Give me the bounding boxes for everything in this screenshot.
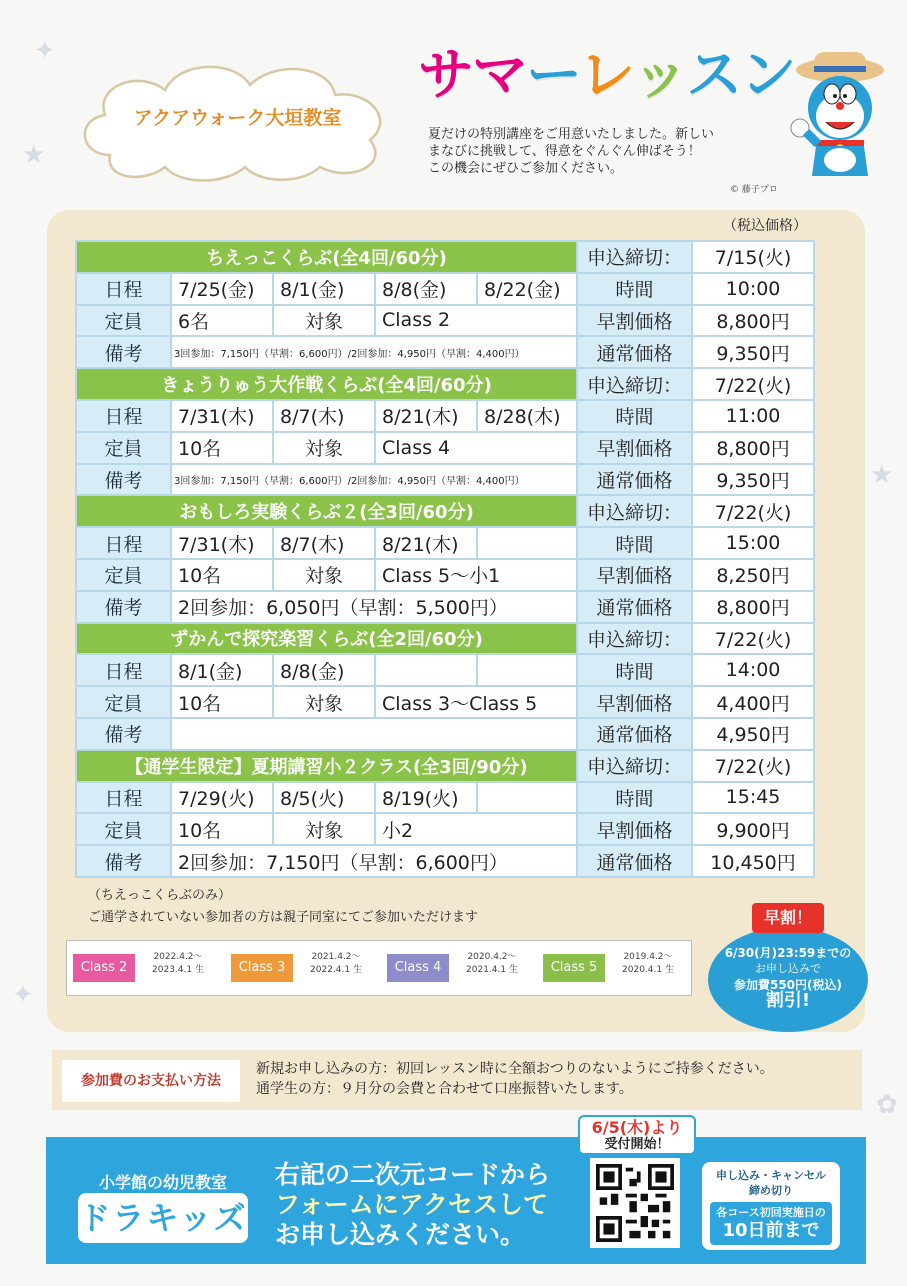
early-bird-badge (708, 927, 868, 1032)
regular-price-value: 9,350円 (692, 464, 814, 496)
early-price-value: 8,800円 (692, 305, 814, 337)
course-name: ずかんで探究楽習くらぶ(全2回/60分) (76, 623, 577, 655)
session-date: 8/5(火) (273, 782, 375, 814)
capacity-label: 定員 (76, 559, 171, 591)
deadline-value: 7/22(火) (692, 623, 814, 655)
target-value: Class 4 (375, 432, 577, 464)
deadline-line: 各コース初回実施日の (716, 1206, 826, 1219)
schedule-label: 日程 (76, 527, 171, 559)
school-name-cloud (70, 55, 405, 185)
deadline-label: 申込締切： (577, 623, 692, 655)
payment-line: 通学生の方：９月分の会費と合わせて口座振替いたします。 (256, 1081, 633, 1097)
session-date: 7/31(木) (171, 527, 273, 559)
reception-date: 6/5(木)より (591, 1118, 683, 1137)
payment-label: 参加費のお支払い方法 (62, 1060, 240, 1102)
class-range: 2022.4.2～ 2023.4.1 生 (152, 952, 204, 975)
course-header-row (76, 750, 814, 782)
class-range: 2020.4.2～ 2021.4.1 生 (466, 952, 518, 975)
schedule-label: 日程 (76, 273, 171, 305)
capacity-label: 定員 (76, 813, 171, 845)
qr-code-icon[interactable] (590, 1158, 680, 1248)
regular-price-value: 10,450円 (692, 845, 814, 877)
schedule-row (76, 400, 814, 432)
regular-price-label: 通常価格 (577, 336, 692, 368)
time-value: 11:00 (692, 400, 814, 432)
schedule-label: 日程 (76, 400, 171, 432)
title-char: ッ (632, 43, 687, 108)
deadline-label: 申込締切： (577, 495, 692, 527)
reception-start (578, 1115, 696, 1155)
regular-price-value: 9,350円 (692, 336, 814, 368)
class-tag-2: Class 2 (73, 954, 135, 982)
course-name: ちえっこくらぶ(全4回/60分) (76, 241, 577, 273)
session-date: 7/31(木) (171, 400, 273, 432)
session-date: 8/8(金) (273, 654, 375, 686)
course-name: 【通学生限定】夏期講習小２クラス(全3回/90分) (76, 750, 577, 782)
dorakids-logo: ドラキッズ (78, 1193, 248, 1243)
session-date: 7/29(火) (171, 782, 273, 814)
cta-line: 右記の二次元コードから (275, 1160, 551, 1189)
session-date: 8/1(金) (171, 654, 273, 686)
course-header-row (76, 241, 814, 273)
remarks-label: 備考 (76, 336, 171, 368)
regular-price-label: 通常価格 (577, 464, 692, 496)
remarks-label: 備考 (76, 464, 171, 496)
footnote: ご通学されていない参加者の方は親子同室にてご参加いただけます (88, 910, 479, 925)
time-value: 14:00 (692, 654, 814, 686)
schedule-row (76, 527, 814, 559)
reception-label: 受付開始！ (604, 1137, 670, 1152)
time-label: 時間 (577, 527, 692, 559)
cta-line: フォームにアクセスして (275, 1190, 549, 1219)
class-tag-4: Class 4 (387, 954, 449, 982)
star-decoration-icon: ★ (870, 460, 894, 490)
capacity-row (76, 559, 814, 591)
early-price-value: 9,900円 (692, 813, 814, 845)
target-label: 対象 (273, 813, 375, 845)
deadline-value: 7/22(火) (692, 750, 814, 782)
deadline-body (710, 1202, 832, 1245)
intro-line: 夏だけの特別講座をご用意いたしました。新しい (428, 127, 715, 142)
schedule-label: 日程 (76, 654, 171, 686)
session-date: 8/1(金) (273, 273, 375, 305)
time-value: 15:00 (692, 527, 814, 559)
capacity-value: 10名 (171, 686, 273, 718)
cta-line: お申し込みください。 (275, 1220, 526, 1249)
course-schedule-table (75, 240, 815, 878)
early-price-label: 早割価格 (577, 432, 692, 464)
session-date: 8/8(金) (375, 273, 477, 305)
session-date (477, 782, 577, 814)
page-title (418, 43, 795, 108)
capacity-value: 10名 (171, 559, 273, 591)
title-char: ス (686, 43, 741, 108)
session-date: 8/21(木) (375, 527, 477, 559)
session-date: 7/25(金) (171, 273, 273, 305)
early-price-value: 8,800円 (692, 432, 814, 464)
remarks-value: 2回参加：7,150円（早割：6,600円） (171, 845, 577, 877)
early-bird-line: 割引! (765, 990, 811, 1011)
deadline-label: 申込締切： (577, 750, 692, 782)
early-price-value: 4,400円 (692, 686, 814, 718)
cta-text (275, 1160, 550, 1250)
deadline-title: 締め切り (749, 1184, 793, 1197)
course-header-row (76, 495, 814, 527)
target-label: 対象 (273, 686, 375, 718)
class-tag-5: Class 5 (543, 954, 605, 982)
payment-line: 新規お申し込みの方：初回レッスン時に全額おつりのないようにご持参ください。 (256, 1061, 774, 1077)
remarks-value: 3回参加：7,150円（早割：6,600円）/2回参加：4,950円（早割：4,400円） (171, 464, 577, 496)
session-date: 8/28(木) (477, 400, 577, 432)
capacity-row (76, 305, 814, 337)
regular-price-label: 通常価格 (577, 845, 692, 877)
application-deadline-box (702, 1162, 840, 1250)
intro-line: まなびに挑戦して、得意をぐんぐん伸ばそう！ (428, 144, 701, 159)
early-bird-line: 参加費550円(税込) (733, 978, 843, 992)
session-date: 8/21(木) (375, 400, 477, 432)
regular-price-label: 通常価格 (577, 718, 692, 750)
doraemon-illustration (782, 48, 892, 188)
course-header-row (76, 368, 814, 400)
course-header-row (76, 623, 814, 655)
early-bird-line: お申し込みで (755, 962, 821, 975)
star-decoration-icon: ✿ (876, 1090, 898, 1120)
title-char: ー (526, 43, 579, 108)
target-value: Class 3～Class 5 (375, 686, 577, 718)
payment-text (256, 1059, 774, 1099)
copyright: © 藤子プロ (730, 185, 778, 195)
early-price-label: 早割価格 (577, 686, 692, 718)
remarks-label: 備考 (76, 591, 171, 623)
star-decoration-icon: ★ (22, 140, 46, 170)
capacity-row (76, 432, 814, 464)
remarks-row (76, 464, 814, 496)
early-bird-line: 6/30(月)23:59までの (724, 946, 852, 960)
time-label: 時間 (577, 400, 692, 432)
remarks-value: 2回参加：6,050円（早割：5,500円） (171, 591, 577, 623)
session-date: 8/22(金) (477, 273, 577, 305)
deadline-label: 申込締切： (577, 241, 692, 273)
remarks-value: 3回参加：7,150円（早割：6,600円）/2回参加：4,950円（早割：4,400円） (171, 336, 577, 368)
class-range: 2021.4.2～ 2022.4.1 生 (310, 952, 362, 975)
capacity-value: 10名 (171, 813, 273, 845)
time-label: 時間 (577, 782, 692, 814)
capacity-value: 6名 (171, 305, 273, 337)
session-date (375, 654, 477, 686)
schedule-label: 日程 (76, 782, 171, 814)
class-tag-3: Class 3 (231, 954, 293, 982)
course-name: おもしろ実験くらぶ２(全3回/60分) (76, 495, 577, 527)
regular-price-label: 通常価格 (577, 591, 692, 623)
intro-line: この機会にぜひご参加ください。 (428, 161, 624, 176)
early-price-label: 早割価格 (577, 559, 692, 591)
time-value: 15:45 (692, 782, 814, 814)
early-price-label: 早割価格 (577, 305, 692, 337)
capacity-row (76, 686, 814, 718)
target-value: 小2 (375, 813, 577, 845)
schedule-row (76, 654, 814, 686)
deadline-value: 7/22(火) (692, 495, 814, 527)
early-bird-tag: 早割！ (752, 903, 824, 933)
session-date: 8/7(木) (273, 527, 375, 559)
deadline-value: 7/15(火) (692, 241, 814, 273)
time-value: 10:00 (692, 273, 814, 305)
session-date: 8/7(木) (273, 400, 375, 432)
logo-caption: 小学館の幼児教室 (98, 1173, 227, 1192)
target-value: Class 5～小1 (375, 559, 577, 591)
capacity-label: 定員 (76, 686, 171, 718)
school-name: アクアウォーク大垣教室 (133, 107, 342, 129)
session-date (477, 527, 577, 559)
course-name: きょうりゅう大作戦くらぶ(全4回/60分) (76, 368, 577, 400)
title-char: マ (472, 43, 526, 108)
time-label: 時間 (577, 273, 692, 305)
title-char: サ (418, 43, 472, 108)
title-char: レ (578, 43, 633, 108)
title-char: ン (740, 43, 795, 108)
star-decoration-icon: ✦ (12, 980, 34, 1010)
schedule-row (76, 782, 814, 814)
deadline-value: 7/22(火) (692, 368, 814, 400)
target-label: 対象 (273, 432, 375, 464)
remarks-label: 備考 (76, 718, 171, 750)
capacity-row (76, 813, 814, 845)
remarks-row (76, 845, 814, 877)
footnote: （ちえっこくらぶのみ） (88, 888, 232, 903)
remarks-row (76, 718, 814, 750)
deadline-label: 申込締切： (577, 368, 692, 400)
schedule-row (76, 273, 814, 305)
star-decoration-icon: ✦ (34, 36, 56, 66)
time-label: 時間 (577, 654, 692, 686)
early-price-label: 早割価格 (577, 813, 692, 845)
session-date: 8/19(火) (375, 782, 477, 814)
remarks-row (76, 591, 814, 623)
session-date (477, 654, 577, 686)
tax-note: （税込価格） (723, 218, 807, 234)
early-price-value: 8,250円 (692, 559, 814, 591)
regular-price-value: 4,950円 (692, 718, 814, 750)
remarks-label: 備考 (76, 845, 171, 877)
remarks-row (76, 336, 814, 368)
intro-text (428, 126, 773, 177)
target-label: 対象 (273, 559, 375, 591)
capacity-label: 定員 (76, 305, 171, 337)
capacity-value: 10名 (171, 432, 273, 464)
remarks-value (171, 718, 577, 750)
deadline-title: 申し込み・キャンセル (716, 1169, 826, 1182)
class-legend (66, 940, 692, 996)
deadline-big: 10日前まで (722, 1220, 820, 1241)
target-value: Class 2 (375, 305, 577, 337)
capacity-label: 定員 (76, 432, 171, 464)
target-label: 対象 (273, 305, 375, 337)
regular-price-value: 8,800円 (692, 591, 814, 623)
class-range: 2019.4.2～ 2020.4.1 生 (622, 952, 674, 975)
